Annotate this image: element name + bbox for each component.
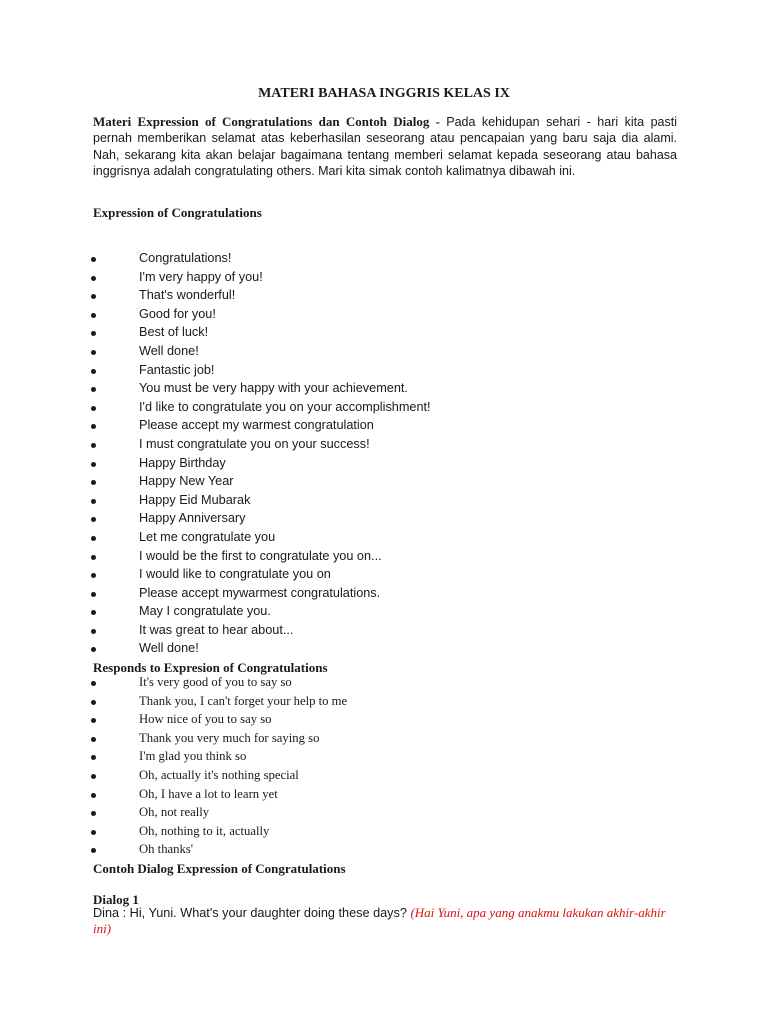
responses-item-text: Thank you, I can't forget your help to me: [139, 693, 348, 708]
expressions-item-text: I would be the first to congratulate you on...: [139, 548, 382, 563]
bullet-icon: [91, 424, 96, 429]
expressions-item-text: Happy Anniversary: [139, 511, 246, 526]
expressions-item: [0, 584, 768, 603]
dialog-speech: Dina : Hi, Yuni. What's your daughter doing these days?: [93, 906, 411, 920]
bullet-icon: [91, 480, 96, 485]
responses-item-text: Oh, nothing to it, actually: [139, 823, 270, 838]
bullet-icon: [91, 848, 96, 853]
expressions-item: [0, 342, 768, 361]
bullet-icon: [91, 536, 96, 541]
expressions-item: [0, 249, 768, 268]
bullet-icon: [91, 573, 96, 578]
bullet-icon: [91, 681, 96, 686]
expressions-item-text: Happy New Year: [139, 474, 234, 489]
responses-item: [0, 803, 768, 822]
bullet-icon: [91, 629, 96, 634]
expressions-item-text: I would like to congratulate you on: [139, 567, 331, 582]
responses-item-text: Oh, I have a lot to learn yet: [139, 786, 278, 801]
expressions-item: [0, 547, 768, 566]
expressions-item-text: May I congratulate you.: [139, 604, 271, 619]
expressions-item: [0, 602, 768, 621]
bullet-icon: [91, 592, 96, 597]
bullet-icon: [91, 700, 96, 705]
expressions-item: [0, 286, 768, 305]
expressions-item: [0, 454, 768, 473]
expressions-item: [0, 323, 768, 342]
expressions-item-text: Best of luck!: [139, 325, 209, 340]
responses-item-text: Thank you very much for saying so: [139, 730, 320, 745]
expressions-item-text: Happy Birthday: [139, 455, 226, 470]
bullet-icon: [91, 610, 96, 615]
responses-item-text: Oh, actually it's nothing special: [139, 767, 299, 782]
responses-item-text: Oh, not really: [139, 805, 210, 820]
responses-item: [0, 710, 768, 729]
expressions-item-text: Let me congratulate you: [139, 529, 276, 544]
expressions-item-text: Happy Eid Mubarak: [139, 492, 251, 507]
expressions-heading: Expression of Congratulations: [93, 205, 262, 220]
expressions-item-text: Congratulations!: [139, 251, 232, 265]
expressions-item: [0, 509, 768, 528]
bullet-icon: [91, 276, 96, 281]
expressions-item-text: You must be very happy with your achievement.: [139, 381, 408, 396]
bullet-icon: [91, 369, 96, 374]
expressions-item-text: That's wonderful!: [139, 288, 236, 303]
responses-item: [0, 729, 768, 748]
responses-item: [0, 747, 768, 766]
expressions-item-text: Well done!: [139, 641, 199, 656]
responses-item-text: I'm glad you think so: [139, 749, 247, 764]
responses-item: [0, 822, 768, 841]
expressions-item: [0, 528, 768, 547]
bullet-icon: [91, 647, 96, 652]
dialog-heading: Contoh Dialog Expression of Congratulations: [93, 861, 346, 876]
expressions-item-text: Please accept my warmest congratulation: [139, 418, 374, 433]
bullet-icon: [91, 811, 96, 816]
bullet-icon: [91, 774, 96, 779]
dialog-subheading: Dialog 1: [93, 892, 139, 907]
expressions-item: [0, 398, 768, 417]
expressions-item-text: Please accept mywarmest congratulations.: [139, 585, 381, 600]
responses-item-text: How nice of you to say so: [139, 712, 272, 727]
responses-item: [0, 692, 768, 711]
bullet-icon: [91, 755, 96, 760]
page-title: MATERI BAHASA INGGRIS KELAS IX: [258, 86, 510, 101]
bullet-icon: [91, 406, 96, 411]
expressions-item: [0, 565, 768, 584]
expressions-item-text: Fantastic job!: [139, 362, 215, 377]
expressions-item: [0, 472, 768, 491]
expressions-item-text: I'd like to congratulate you on your accomplishment!: [139, 399, 431, 414]
bullet-icon: [91, 313, 96, 318]
intro-lead: Materi Expression of Congratulations dan Contoh Dialog -: [93, 114, 447, 129]
expressions-item-text: I'm very happy of you!: [139, 269, 263, 284]
bullet-icon: [91, 793, 96, 798]
expressions-item-text: Good for you!: [139, 306, 216, 321]
bullet-icon: [91, 517, 96, 522]
bullet-icon: [91, 830, 96, 835]
intro-body: Pada kehidupan sehari - hari kita pasti pernah memberikan selamat atas keberhasilan seseorang atau pencapaian yang baru saja dia alami. Nah, sekarang kita akan belajar bagaimana tentang memberi selamat kepada seseorang atau bahasa inggrisnya adalah congratulating others. Mari kita simak contoh kalimatnya dibawah ini.: [93, 115, 677, 178]
responses-item: [0, 785, 768, 804]
bullet-icon: [91, 555, 96, 560]
responses-heading: Responds to Expresion of Congratulations: [93, 660, 328, 675]
bullet-icon: [91, 718, 96, 723]
expressions-item: [0, 268, 768, 287]
dialog-line: [93, 905, 683, 936]
bullet-icon: [91, 499, 96, 504]
responses-item: [0, 673, 768, 692]
expressions-item: [0, 379, 768, 398]
responses-item: [0, 766, 768, 785]
expressions-item-text: Well done!: [139, 343, 199, 358]
expressions-item: [0, 416, 768, 435]
expressions-item: [0, 639, 768, 658]
expressions-list: [0, 249, 768, 658]
dialog-translation: (Hai Yuni, apa yang anakmu lakukan akhir-akhir ini): [93, 905, 666, 936]
expressions-item: [0, 361, 768, 380]
bullet-icon: [91, 350, 96, 355]
bullet-icon: [91, 331, 96, 336]
bullet-icon: [91, 443, 96, 448]
expressions-item: [0, 621, 768, 640]
expressions-item: [0, 305, 768, 324]
bullet-icon: [91, 294, 96, 299]
intro-paragraph: [93, 114, 677, 179]
bullet-icon: [91, 737, 96, 742]
responses-item-text: It's very good of you to say so: [139, 675, 292, 689]
responses-item-text: Oh thanks': [139, 842, 194, 857]
bullet-icon: [91, 257, 96, 262]
expressions-item-text: It was great to hear about...: [139, 622, 294, 637]
expressions-item: [0, 435, 768, 454]
bullet-icon: [91, 462, 96, 467]
expressions-item-text: I must congratulate you on your success!: [139, 436, 370, 451]
bullet-icon: [91, 387, 96, 392]
responses-list: [0, 673, 768, 859]
expressions-item: [0, 491, 768, 510]
responses-item: [0, 840, 768, 859]
